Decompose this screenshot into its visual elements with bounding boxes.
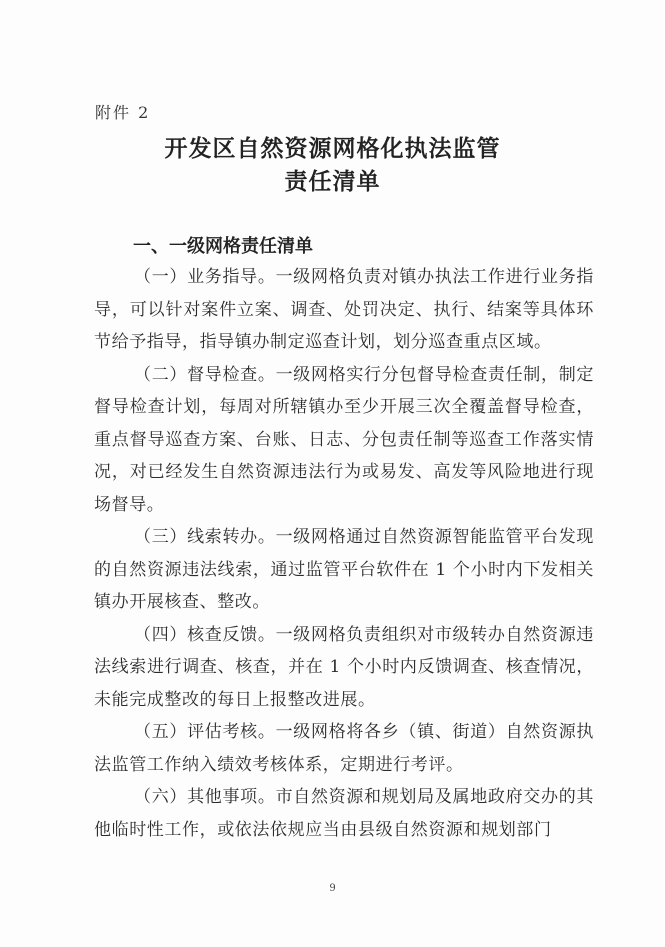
paragraph-verification-feedback: （四）核查反馈。一级网格负责组织对市级转办自然资源违法线索进行调查、核查，并在 1 个小时内反馈调查、核查情况，未能完成整改的每日上报整改进展。 [94, 624, 594, 710]
attachment-label: 附件 2 [95, 103, 151, 122]
paragraph-other-matters: （六）其他事项。市自然资源和规划局及属地政府交办的其他临时性工作，或依法依规应当由县级自然资源和规划部门 [94, 787, 594, 840]
document-title-line-2: 责任清单 [284, 168, 381, 195]
paragraph-business-guidance: （一）业务指导。一级网格负责对镇办执法工作进行业务指导，可以针对案件立案、调查、处罚决定、执行、结案等具体环节给予指导，指导镇办制定巡查计划，划分巡查重点区域。 [94, 267, 594, 352]
page-number: 9 [329, 883, 336, 894]
document-body [94, 261, 594, 846]
section-heading: 一、一级网格责任清单 [133, 236, 313, 257]
paragraph-supervision-inspection: （二）督导检查。一级网格实行分包督导检查责任制，制定督导检查计划，每周对所辖镇办至少开展三次全覆盖督导检查，重点督导巡查方案、台账、日志、分包责任制等巡查工作落实情况，对已经发生自然资源违法行为或易发、高发等风险地进行现场督导。 [94, 364, 594, 515]
paragraph-evaluation-assessment: （五）评估考核。一级网格将各乡（镇、街道）自然资源执法监管工作纳入绩效考核体系，定期进行考评。 [94, 722, 594, 775]
paragraph-clue-transfer: （三）线索转办。一级网格通过自然资源智能监管平台发现的自然资源违法线索，通过监管平台软件在 1 个小时内下发相关镇办开展核查、整改。 [94, 527, 594, 612]
document-title-line-1: 开发区自然资源网格化执法监管 [164, 135, 501, 162]
